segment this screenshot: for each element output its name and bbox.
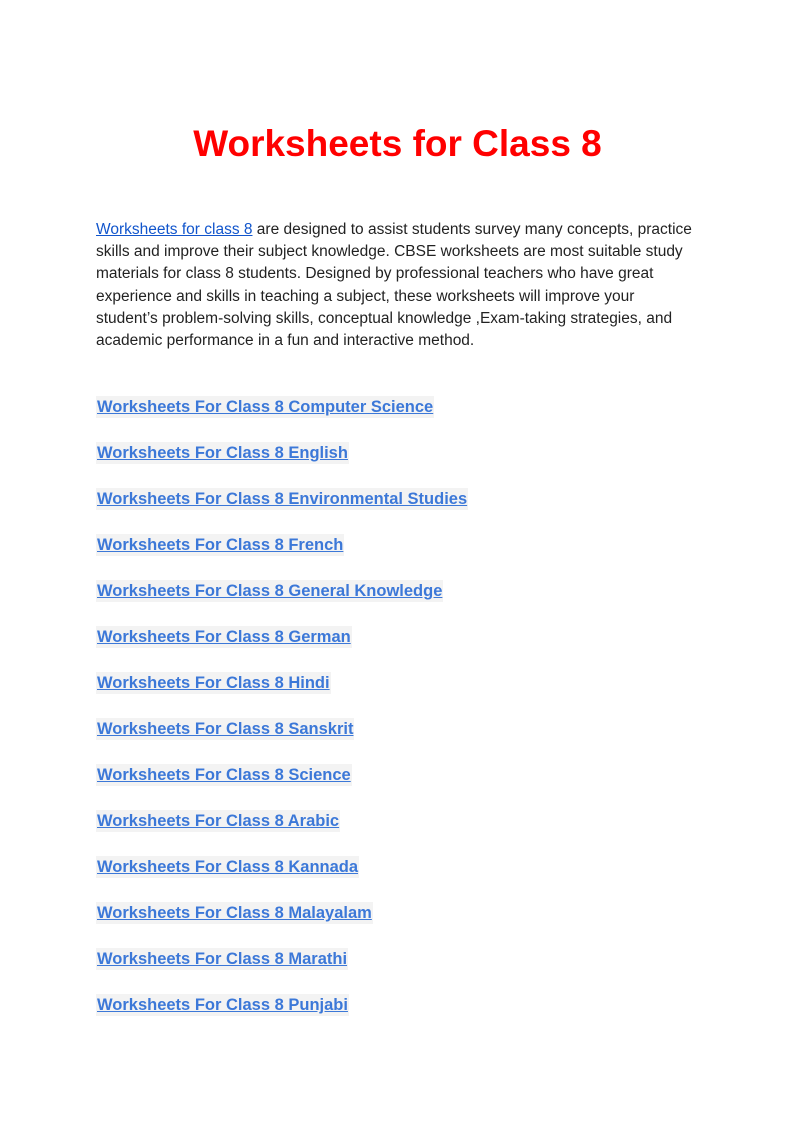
list-item bbox=[96, 488, 468, 534]
worksheet-link-list bbox=[96, 396, 468, 1040]
list-item bbox=[96, 672, 468, 718]
worksheet-link-general-knowledge[interactable]: Worksheets For Class 8 General Knowledge bbox=[97, 582, 443, 600]
intro-paragraph bbox=[96, 219, 696, 352]
worksheet-link-arabic[interactable]: Worksheets For Class 8 Arabic bbox=[97, 812, 340, 830]
worksheet-link-marathi[interactable]: Worksheets For Class 8 Marathi bbox=[97, 950, 348, 968]
worksheet-link-punjabi[interactable]: Worksheets For Class 8 Punjabi bbox=[97, 996, 348, 1014]
intro-link[interactable]: Worksheets for class 8 bbox=[96, 221, 253, 238]
worksheet-link-sanskrit[interactable]: Worksheets For Class 8 Sanskrit bbox=[97, 720, 354, 738]
worksheet-link-german[interactable]: Worksheets For Class 8 German bbox=[97, 628, 351, 646]
list-item bbox=[96, 902, 468, 948]
list-item bbox=[96, 396, 468, 442]
worksheet-link-hindi[interactable]: Worksheets For Class 8 Hindi bbox=[97, 674, 330, 692]
list-item bbox=[96, 810, 468, 856]
list-item bbox=[96, 764, 468, 810]
list-item bbox=[96, 718, 468, 764]
list-item bbox=[96, 856, 468, 902]
list-item bbox=[96, 948, 468, 994]
worksheet-link-malayalam[interactable]: Worksheets For Class 8 Malayalam bbox=[97, 904, 372, 922]
list-item bbox=[96, 626, 468, 672]
worksheet-link-kannada[interactable]: Worksheets For Class 8 Kannada bbox=[97, 858, 359, 876]
worksheet-link-environmental-studies[interactable]: Worksheets For Class 8 Environmental Studies bbox=[97, 490, 468, 508]
list-item bbox=[96, 534, 468, 580]
worksheet-link-computer-science[interactable]: Worksheets For Class 8 Computer Science bbox=[97, 398, 434, 416]
list-item bbox=[96, 994, 468, 1040]
worksheet-link-french[interactable]: Worksheets For Class 8 French bbox=[97, 536, 344, 554]
intro-body-text: are designed to assist students survey many concepts, practice skills and improve their subject knowledge. CBSE worksheets are most suitable study materials for class 8 students. Designed by professional teachers who have great experience and skills in teaching a subject, these worksheets will improve your student’s problem-solving skills, conceptual knowledge ,Exam-taking strategies, and academic performance in a fun and interactive method. bbox=[96, 221, 692, 350]
list-item bbox=[96, 442, 468, 488]
worksheet-link-english[interactable]: Worksheets For Class 8 English bbox=[97, 444, 348, 462]
list-item bbox=[96, 580, 468, 626]
worksheet-link-science[interactable]: Worksheets For Class 8 Science bbox=[97, 766, 351, 784]
page-title: Worksheets for Class 8 bbox=[193, 123, 602, 164]
